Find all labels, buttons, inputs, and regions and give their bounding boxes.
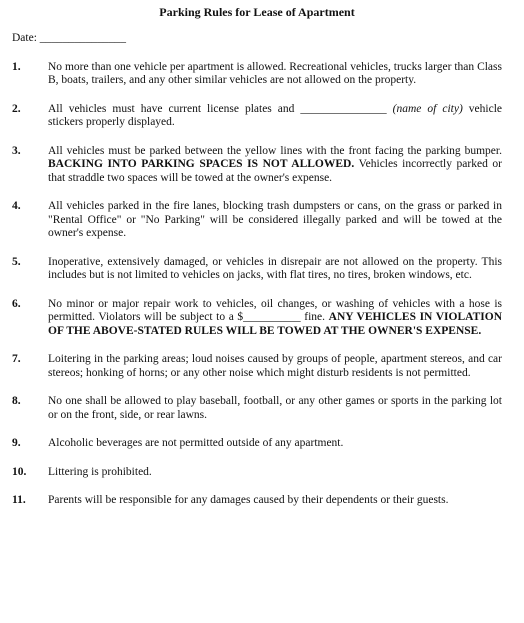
rule-number: 2. xyxy=(12,102,21,115)
rule-item xyxy=(12,256,502,283)
rule-text xyxy=(48,437,502,451)
rule-text-part: Parents will be responsible for any damages caused by their dependents or their guests. xyxy=(48,494,449,506)
rule-number: 1. xyxy=(12,60,21,73)
rule-text-part: Littering is prohibited. xyxy=(48,465,152,478)
rule-text-part: vehicle stickers properly displayed. xyxy=(48,102,502,128)
rule-item xyxy=(12,61,502,88)
rule-text-part: Vehicles incorrectly parked or that straddle two spaces will be towed at the owner's expense. xyxy=(48,158,502,184)
rule-text xyxy=(48,395,502,422)
rule-number: 11. xyxy=(12,494,26,506)
rule-text xyxy=(48,353,502,380)
rule-text-italic: (name of city) xyxy=(392,102,463,115)
rules-list xyxy=(12,61,502,508)
rule-text-bold: BACKING INTO PARKING SPACES IS NOT ALLOWED. xyxy=(48,158,355,170)
rule-number: 8. xyxy=(12,395,21,407)
rule-item xyxy=(12,298,502,339)
rule-number: 10. xyxy=(12,465,27,478)
rule-item xyxy=(12,353,502,380)
rule-text-part: Loitering in the parking areas; loud noises caused by groups of people, apartment stereos, and car stereos; honking of horns; or any other noise which might disturb residents is not permitted. xyxy=(48,353,502,379)
rule-text-part: Alcoholic beverages are not permitted outside of any apartment. xyxy=(48,437,344,449)
rule-item xyxy=(12,395,502,422)
document-title: Parking Rules for Lease of Apartment xyxy=(159,5,355,19)
rule-text-part: No one shall be allowed to play baseball, football, or any other games or sports in the parking lot or on the front, side, or rear lawns. xyxy=(48,395,502,421)
rule-text xyxy=(48,103,502,130)
rule-text xyxy=(48,200,502,241)
rule-text-part: Inoperative, extensively damaged, or vehicles in disrepair are not allowed on the property. This includes but is not limited to vehicles on jacks, with flat tires, no tires, broken windows, etc. xyxy=(48,255,502,281)
rule-text-part: No more than one vehicle per apartment is allowed. Recreational vehicles, trucks larger than Class B, boats, trailers, and any other similar vehicles are not allowed on the property. xyxy=(48,60,502,86)
rule-item xyxy=(12,145,502,186)
rule-number: 9. xyxy=(12,437,21,449)
rule-number: 6. xyxy=(12,297,21,310)
rule-text xyxy=(48,256,502,283)
rule-text xyxy=(48,494,502,508)
rule-text-part: All vehicles must have current license plates and _______________ xyxy=(48,102,393,115)
rule-text-part: All vehicles parked in the fire lanes, blocking trash dumpsters or cans, on the grass or parked in "Rental Office" or "No Parking" will be considered illegally parked and will be towed at the owner's expense. xyxy=(48,200,502,239)
rule-number: 3. xyxy=(12,144,21,157)
rule-text-bold: ANY VEHICLES IN VIOLATION OF THE ABOVE-STATED RULES WILL BE TOWED AT THE OWNER'S EXPENSE. xyxy=(48,311,502,337)
rule-item xyxy=(12,200,502,241)
rule-text xyxy=(48,466,502,480)
rule-item xyxy=(12,466,502,480)
rule-number: 7. xyxy=(12,353,21,365)
rule-text xyxy=(48,298,502,339)
rule-text-part: All vehicles must be parked between the yellow lines with the front facing the parking bumper. xyxy=(48,144,502,157)
rule-number: 5. xyxy=(12,255,21,268)
rule-text xyxy=(48,145,502,186)
rule-item xyxy=(12,494,502,508)
date-line: Date: _______________ xyxy=(12,32,127,44)
rule-item xyxy=(12,103,502,130)
rule-number: 4. xyxy=(12,200,21,212)
rule-item xyxy=(12,437,502,451)
rule-text xyxy=(48,61,502,88)
rule-text-part: No minor or major repair work to vehicles, oil changes, or washing of vehicles with a hose is permitted. Violators will be subject to a $__________ fine. xyxy=(48,297,502,323)
